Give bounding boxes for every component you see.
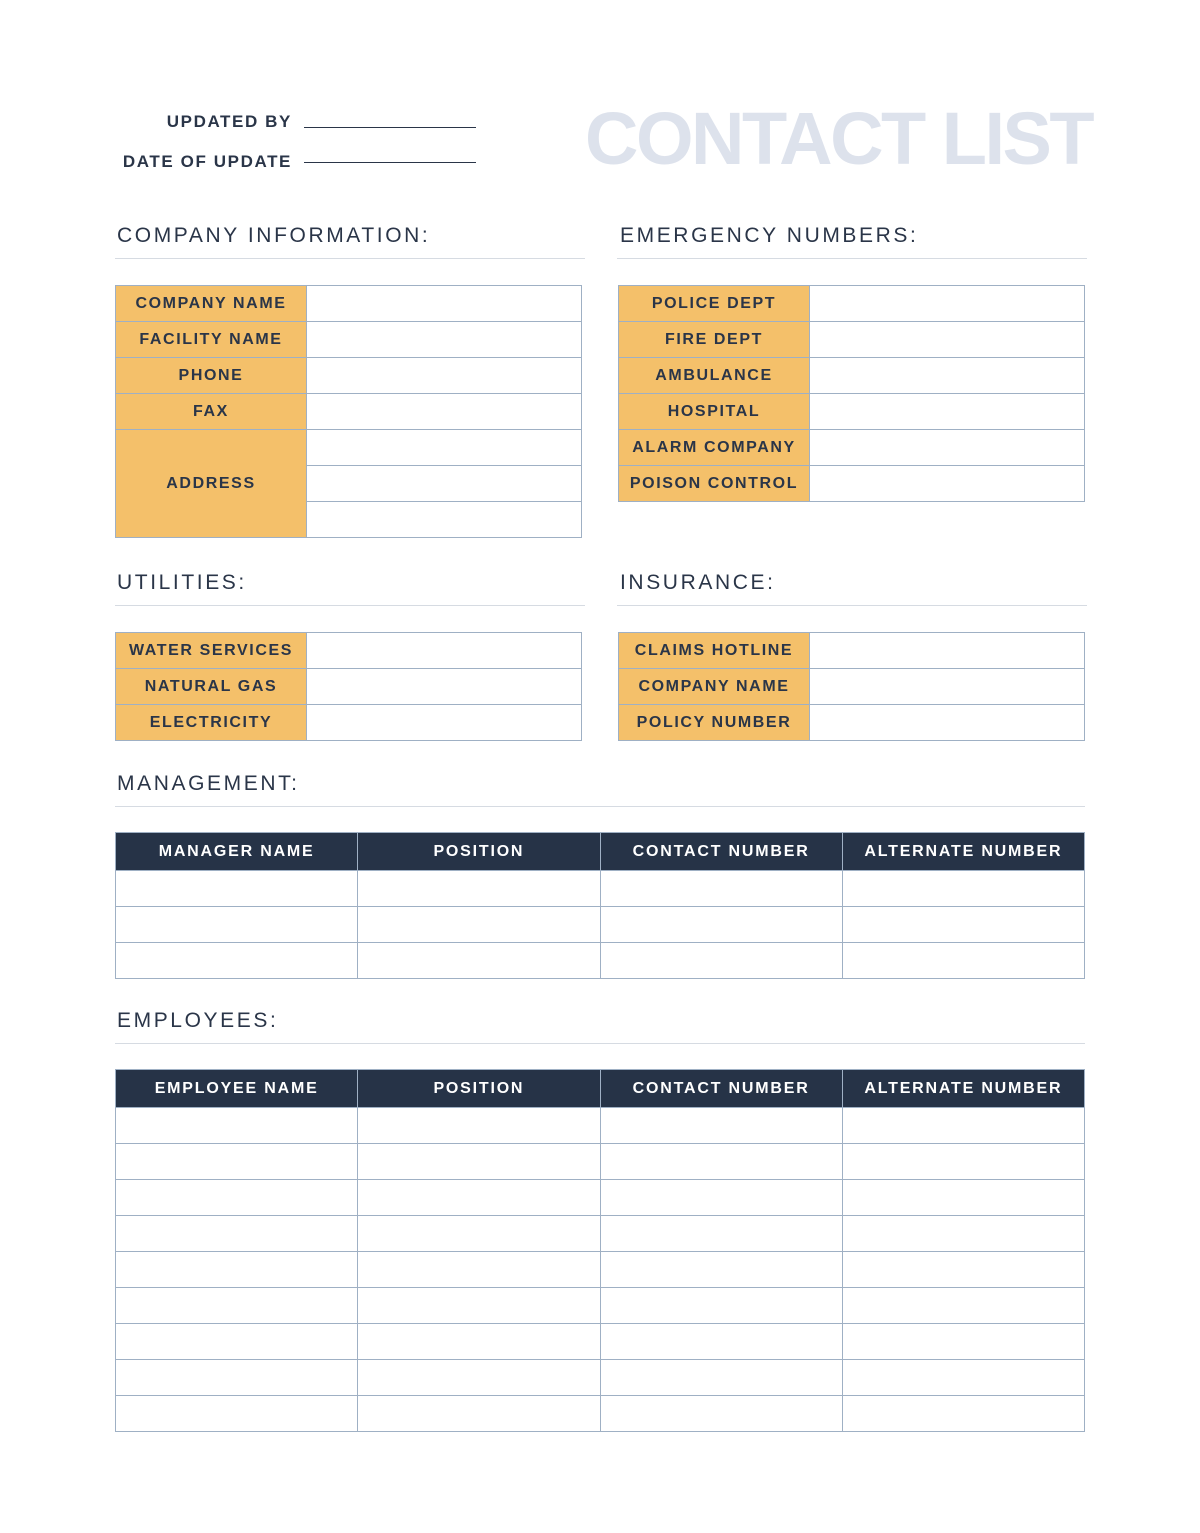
alternate-number-column-header: ALTERNATE NUMBER [842,1070,1084,1108]
hospital-label: HOSPITAL [619,394,810,430]
insurance-rule [617,605,1087,606]
table-row [116,1180,1085,1216]
employees-table [115,1069,1085,1432]
facility-name-label: FACILITY NAME [116,322,307,358]
emergency-numbers-rule [617,258,1087,259]
utilities-table [115,632,582,741]
ambulance-field[interactable] [810,358,1085,394]
manager-name-column-header: MANAGER NAME [116,833,358,871]
facility-name-row [116,322,582,358]
table-cell[interactable] [600,1396,842,1432]
table-cell[interactable] [842,1252,1084,1288]
table-cell[interactable] [358,1324,600,1360]
table-cell[interactable] [358,1360,600,1396]
policy-number-label: POLICY NUMBER [619,705,810,741]
table-cell[interactable] [600,1324,842,1360]
table-cell[interactable] [842,1108,1084,1144]
table-cell[interactable] [600,1108,842,1144]
fire-dept-field[interactable] [810,322,1085,358]
page-title: CONTACT LIST [585,97,1093,180]
contact-number-column-header: CONTACT NUMBER [600,833,842,871]
table-cell[interactable] [842,907,1084,943]
management-header-row [116,833,1085,871]
table-cell[interactable] [116,907,358,943]
employees-heading: EMPLOYEES: [117,1009,279,1032]
police-dept-label: POLICE DEPT [619,286,810,322]
water-services-field[interactable] [307,633,582,669]
phone-label: PHONE [116,358,307,394]
electricity-field[interactable] [307,705,582,741]
water-services-row [116,633,582,669]
table-cell[interactable] [358,871,600,907]
table-cell[interactable] [842,1144,1084,1180]
table-cell[interactable] [600,1288,842,1324]
table-cell[interactable] [116,871,358,907]
date-of-update-field[interactable] [304,162,476,163]
employees-header-row [116,1070,1085,1108]
table-row [116,943,1085,979]
table-cell[interactable] [358,943,600,979]
contact-number-column-header: CONTACT NUMBER [600,1070,842,1108]
ambulance-row [619,358,1085,394]
fire-dept-label: FIRE DEPT [619,322,810,358]
table-row [116,1144,1085,1180]
table-cell[interactable] [358,1252,600,1288]
insurance-company-name-label: COMPANY NAME [619,669,810,705]
address-field-line-1[interactable] [307,430,582,466]
emergency-numbers-table [618,285,1085,502]
claims-hotline-field[interactable] [810,633,1085,669]
fax-row [116,394,582,430]
company-information-rule [115,258,585,259]
insurance-table [618,632,1085,741]
address-field-line-2[interactable] [307,466,582,502]
date-of-update-label: DATE OF UPDATE [122,152,292,171]
address-row [116,430,582,466]
table-cell[interactable] [116,1324,358,1360]
position-column-header: POSITION [358,833,600,871]
company-name-label: COMPANY NAME [116,286,307,322]
table-cell[interactable] [358,1216,600,1252]
employee-name-column-header: EMPLOYEE NAME [116,1070,358,1108]
table-cell[interactable] [842,1360,1084,1396]
table-row [116,871,1085,907]
table-cell[interactable] [116,1252,358,1288]
table-cell[interactable] [842,1180,1084,1216]
table-row [116,1216,1085,1252]
table-cell[interactable] [600,1180,842,1216]
electricity-row [116,705,582,741]
table-cell[interactable] [358,1396,600,1432]
table-cell[interactable] [116,1216,358,1252]
hospital-row [619,394,1085,430]
phone-row [116,358,582,394]
electricity-label: ELECTRICITY [116,705,307,741]
table-cell[interactable] [116,1360,358,1396]
table-row [116,907,1085,943]
table-cell[interactable] [842,1216,1084,1252]
table-cell[interactable] [116,1108,358,1144]
table-cell[interactable] [842,1324,1084,1360]
table-cell[interactable] [358,1288,600,1324]
table-row [116,1252,1085,1288]
fax-field[interactable] [307,394,582,430]
table-cell[interactable] [358,1180,600,1216]
phone-field[interactable] [307,358,582,394]
insurance-company-name-field[interactable] [810,669,1085,705]
poison-control-label: POISON CONTROL [619,466,810,502]
table-cell[interactable] [358,1144,600,1180]
police-dept-field[interactable] [810,286,1085,322]
table-cell[interactable] [358,907,600,943]
table-row [116,1288,1085,1324]
table-cell[interactable] [842,1396,1084,1432]
table-cell[interactable] [600,1216,842,1252]
ambulance-label: AMBULANCE [619,358,810,394]
alarm-company-field[interactable] [810,430,1085,466]
table-cell[interactable] [600,1144,842,1180]
management-heading: MANAGEMENT: [117,772,300,795]
police-dept-row [619,286,1085,322]
table-cell[interactable] [358,1108,600,1144]
address-label: ADDRESS [116,430,307,538]
alternate-number-column-header: ALTERNATE NUMBER [842,833,1084,871]
updated-by-field[interactable] [304,127,476,128]
table-cell[interactable] [600,1360,842,1396]
table-cell[interactable] [116,1144,358,1180]
hospital-field[interactable] [810,394,1085,430]
table-cell[interactable] [842,871,1084,907]
utilities-rule [115,605,585,606]
claims-hotline-row [619,633,1085,669]
fire-dept-row [619,322,1085,358]
poison-control-field[interactable] [810,466,1085,502]
poison-control-row [619,466,1085,502]
management-rule [115,806,1085,807]
position-column-header: POSITION [358,1070,600,1108]
updated-by-label: UPDATED BY [166,112,292,131]
facility-name-field[interactable] [307,322,582,358]
company-name-row [116,286,582,322]
management-table [115,832,1085,979]
company-name-field[interactable] [307,286,582,322]
table-cell[interactable] [600,943,842,979]
table-cell[interactable] [600,907,842,943]
natural-gas-field[interactable] [307,669,582,705]
table-row [116,1324,1085,1360]
employees-rule [115,1043,1085,1044]
emergency-numbers-heading: EMERGENCY NUMBERS: [620,224,919,247]
water-services-label: WATER SERVICES [116,633,307,669]
utilities-heading: UTILITIES: [117,571,247,594]
natural-gas-label: NATURAL GAS [116,669,307,705]
insurance-heading: INSURANCE: [620,571,776,594]
alarm-company-label: ALARM COMPANY [619,430,810,466]
address-field-line-3[interactable] [307,502,582,538]
table-cell[interactable] [116,943,358,979]
table-cell[interactable] [116,1288,358,1324]
table-row [116,1360,1085,1396]
claims-hotline-label: CLAIMS HOTLINE [619,633,810,669]
table-cell[interactable] [116,1180,358,1216]
company-information-heading: COMPANY INFORMATION: [117,224,431,247]
insurance-company-name-row [619,669,1085,705]
table-cell[interactable] [600,871,842,907]
table-cell[interactable] [842,1288,1084,1324]
table-cell[interactable] [116,1396,358,1432]
policy-number-row [619,705,1085,741]
table-cell[interactable] [600,1252,842,1288]
company-information-table [115,285,582,538]
alarm-company-row [619,430,1085,466]
table-row [116,1108,1085,1144]
natural-gas-row [116,669,582,705]
fax-label: FAX [116,394,307,430]
table-cell[interactable] [842,943,1084,979]
table-row [116,1396,1085,1432]
policy-number-field[interactable] [810,705,1085,741]
